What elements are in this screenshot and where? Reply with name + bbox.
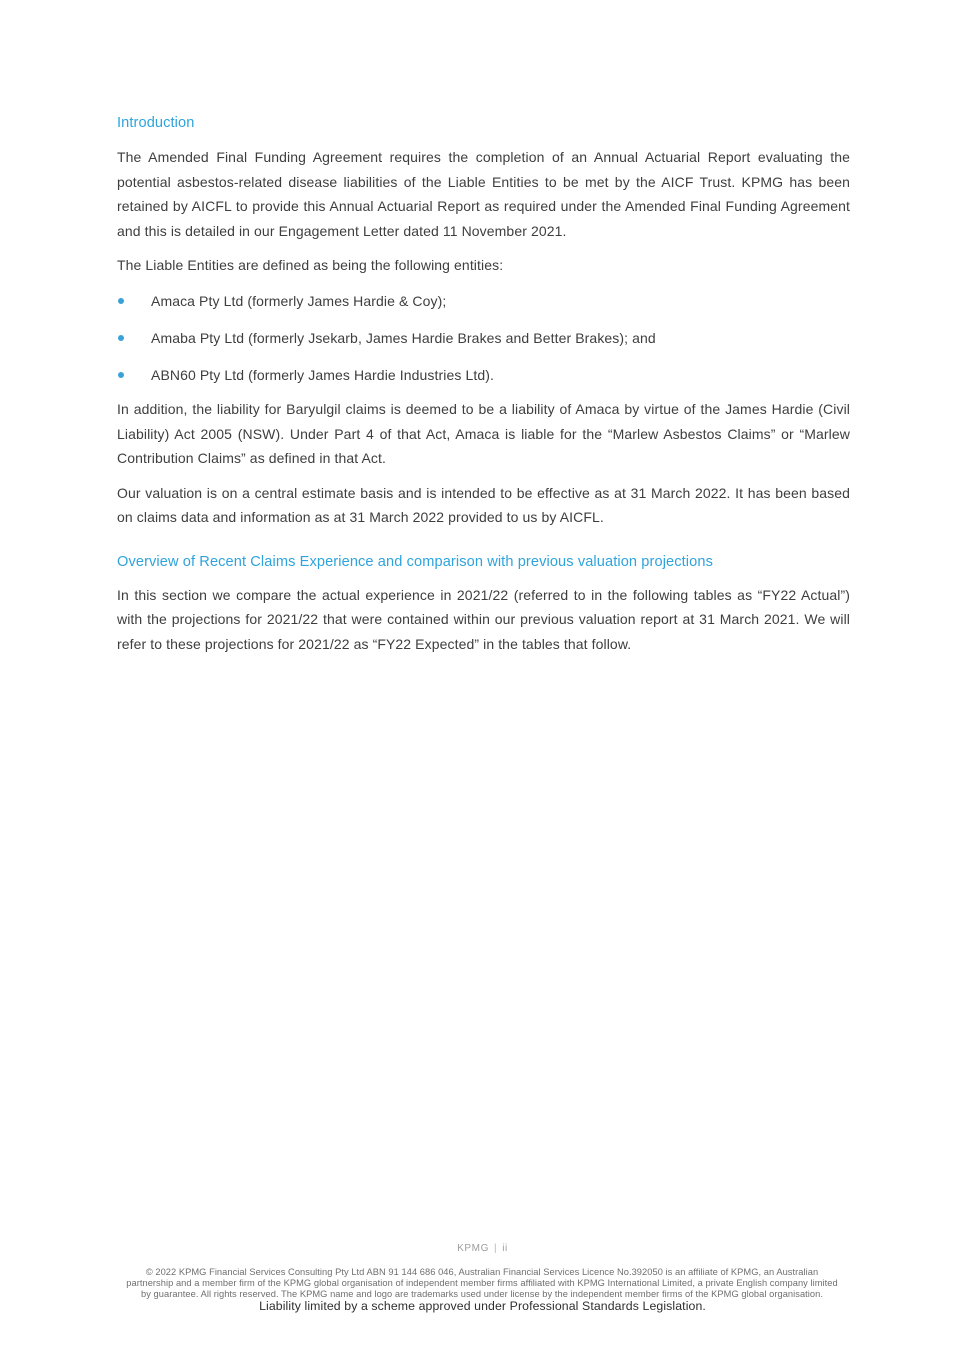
footer-page-number: ii [502,1243,508,1254]
paragraph-comparison: In this section we compare the actual experience in 2021/22 (referred to in the following tables as “FY22 Actual”) with the projections for 2021/22 that were contained within our previous valuation report at 31 March 2021. We will refer to these projections for 2021/22 as “FY22 Expected” in the tables that follow. [117,586,850,652]
list-item-abn60 [117,363,850,388]
section-heading-introduction: Introduction [117,115,195,131]
footer-page-line [0,1243,965,1254]
paragraph-funding-agreement: The Amended Final Funding Agreement requires the completion of an Annual Actuarial Report evaluating the potential asbestos-related disease liabilities of the Liable Entities to be met by the AICF Trust. KPMG has been retained by AICFL to provide this Annual Actuarial Report as required under the Amended Final Funding Agreement and this is detailed in our Engagement Letter dated 11 November 2021. [117,149,850,239]
list-item-amaca [117,289,850,314]
list-item-text: Amaca Pty Ltd (formerly James Hardie & Coy); [151,292,447,309]
paragraph-valuation-basis: Our valuation is on a central estimate basis and is intended to be effective as at 31 March 2022. It has been based on claims data and information as at 31 March 2022 provided to us by AICFL. [117,484,850,525]
liable-entities-list [117,289,850,388]
list-item-text: ABN60 Pty Ltd (formerly James Hardie Industries Ltd). [151,366,494,383]
paragraph-baryulgil: In addition, the liability for Baryulgil claims is deemed to be a liability of Amaca by virtue of the James Hardie (Civil Liability) Act 2005 (NSW). Under Part 4 of that Act, Amaca is liable for the “Marlew Asbestos Claims” or “Marlew Contribution Claims” as defined in that Act. [117,401,850,466]
bullet-icon [118,335,124,341]
bullet-icon [118,298,124,304]
footer-separator: | [494,1243,498,1254]
footer-brand: KPMG [457,1243,489,1254]
list-item-amaba [117,326,850,351]
paragraph-liable-entities-intro: The Liable Entities are defined as being the following entities: [117,257,504,273]
page-body [117,0,850,666]
footer-legal-text: © 2022 KPMG Financial Services Consulting Pty Ltd ABN 91 144 686 046, Australian Financial Services Licence No.392050 is an affiliate of KPMG, an Australian partnership and a member firm of the KPMG global organisation of independent member firms affiliated with KPMG International Limited, a private English company limited by guarantee. All rights reserved. The KPMG name and logo are trademarks used under license by the independent member firms of the KPMG global organisation. [126,1267,838,1300]
section-heading-overview: Overview of Recent Claims Experience and comparison with previous valuation projections [117,553,713,570]
footer-liability-text: Liability limited by a scheme approved under Professional Standards Legislation. [259,1299,706,1313]
bullet-icon [118,372,124,378]
list-item-text: Amaba Pty Ltd (formerly Jsekarb, James Hardie Brakes and Better Brakes); and [151,329,656,346]
